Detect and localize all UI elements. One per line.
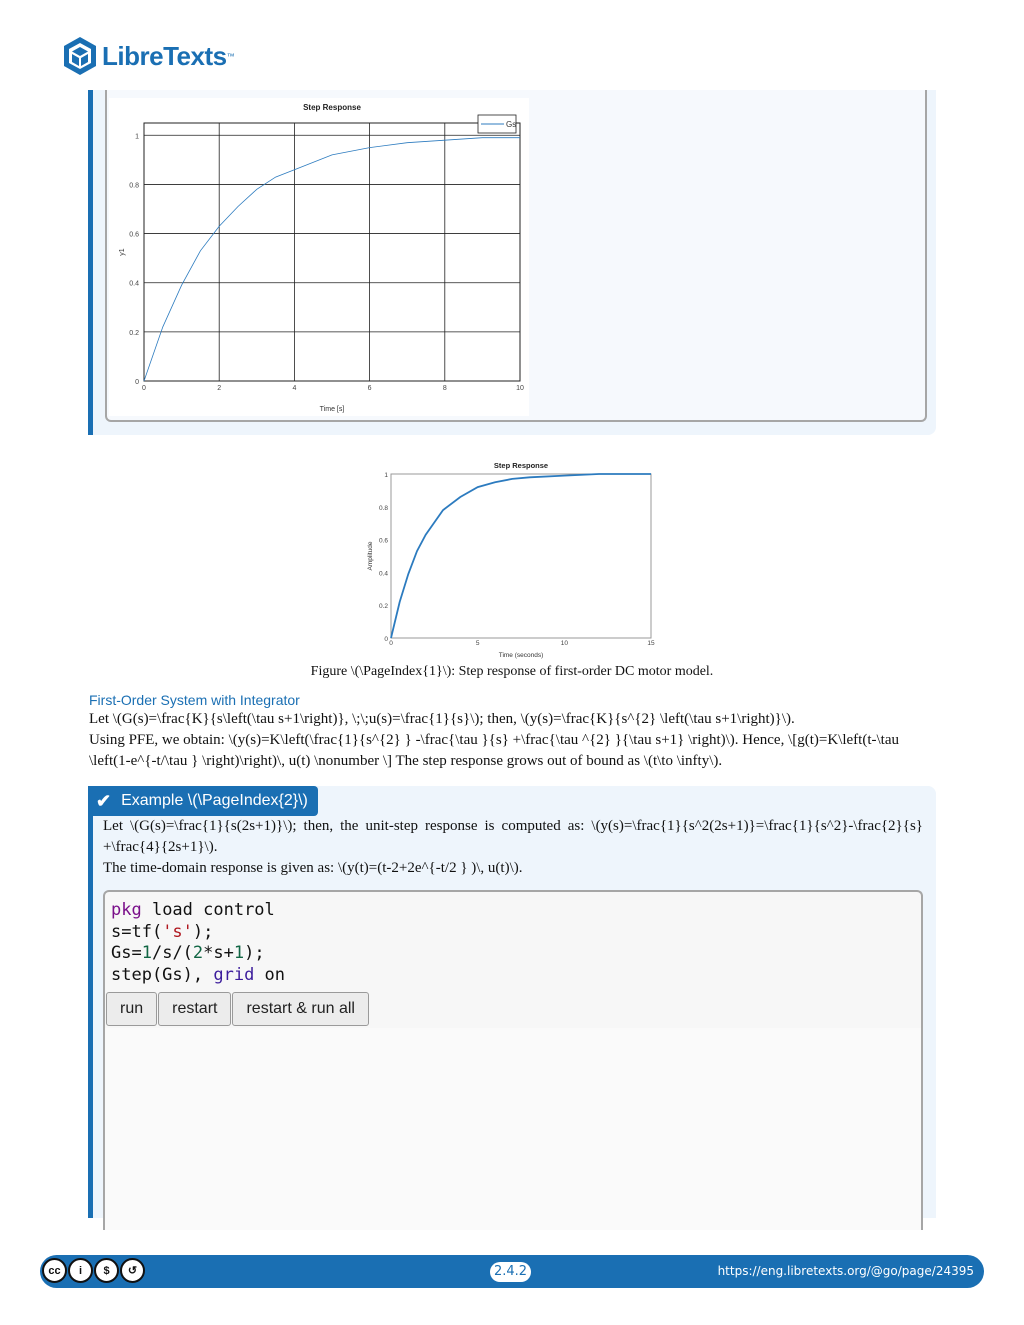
y-tick-label: 0.4: [129, 280, 139, 288]
attribution-icon: i: [68, 1258, 93, 1283]
section-heading: First-Order System with Integrator: [89, 692, 300, 708]
y-tick-label: 0.6: [378, 537, 388, 545]
paragraph-2: Using PFE, we obtain: \(y(s)=K\left(\frac{1}{s^{2} } -\frac{\tau }{s} +\frac{\tau ^{2} }{\tau s+1} \right)\). Hence, \[g(t)=K\left(t-\tau \left(1-e^{-t/\tau } \right)\right)\, u(t) \nonumber \] The step response grows out of bound as \(t\to \infty\).: [89, 732, 899, 769]
code-text: load control: [141, 900, 275, 920]
code-number: 1: [141, 943, 152, 963]
y-tick-label: 1: [384, 472, 388, 479]
noncommercial-icon: $: [94, 1258, 119, 1283]
y-axis-label: Amplitude: [367, 541, 374, 571]
example-tab: [88, 786, 318, 816]
x-tick-label: 0: [142, 385, 146, 392]
footer-bar: [40, 1255, 984, 1288]
page-number: 2.4.2: [490, 1262, 531, 1282]
sharealike-icon: ↺: [120, 1258, 145, 1283]
paragraph-1: Let \(G(s)=\frac{K}{s\left(\tau s+1\right)}, \;\;u(s)=\frac{1}{s}\); then, \(y(s)=\frac{K}{s^{2} \left(\tau s+1\right)}\).: [89, 711, 795, 727]
step-response-plot-1: [109, 98, 529, 416]
y-tick-label: 0.8: [378, 504, 388, 512]
x-tick-label: 4: [292, 385, 297, 392]
restart-run-all-button[interactable]: restart & run all: [232, 992, 368, 1026]
figure-box: [88, 90, 936, 435]
code-text: on: [254, 964, 286, 985]
code-text: );: [244, 943, 265, 963]
cell-buttons: [106, 992, 370, 1026]
figure-box-inner: [105, 90, 927, 422]
y-tick-label: 0: [384, 636, 388, 643]
x-tick-label: 2: [217, 385, 222, 392]
code-text: /s/(: [151, 943, 193, 963]
libretexts-hexagon-icon: [62, 36, 98, 76]
x-tick-label: 10: [560, 640, 568, 647]
restart-button[interactable]: restart: [158, 992, 231, 1026]
page-url[interactable]: https://eng.libretexts.org/@go/page/24395: [717, 1264, 974, 1278]
step-response-plot-2: [362, 456, 662, 662]
example-title: Example \(\PageIndex{2}\): [121, 792, 308, 809]
x-tick-label: 6: [367, 385, 372, 392]
code-editor[interactable]: [111, 900, 285, 986]
x-tick-label: 5: [475, 640, 480, 647]
y-tick-label: 0.6: [129, 231, 139, 239]
y-tick-label: 0.2: [378, 603, 388, 611]
cell-output: [105, 1028, 921, 1230]
code-text: *s+: [203, 943, 234, 963]
y-tick-label: 0.4: [378, 570, 388, 578]
cc-license-badge[interactable]: [42, 1258, 146, 1283]
run-button[interactable]: run: [106, 992, 157, 1026]
y-tick-label: 0.8: [129, 182, 139, 190]
y-tick-label: 0.2: [129, 329, 139, 337]
code-number: 2: [192, 943, 204, 963]
x-axis-label: Time (seconds): [498, 652, 544, 659]
code-text: );: [192, 921, 214, 942]
code-text: s=tf(: [111, 921, 163, 942]
y-tick-label: 1: [135, 133, 139, 141]
x-tick-label: 15: [647, 640, 655, 647]
checkmark-icon: ✔: [96, 790, 112, 811]
x-tick-label: 0: [389, 640, 393, 647]
logo-text: LibreTexts: [102, 40, 227, 71]
x-tick-label: 8: [442, 385, 447, 392]
code-keyword: pkg: [111, 900, 142, 920]
code-text: Gs=: [111, 943, 142, 963]
example-text-1: Let \(G(s)=\frac{1}{s(2s+1)}\); then, the unit-step response is computed as: \(y(s)=\frac{1}{s^2(2s+1)}=\frac{1}{s^2}-\frac{2}{s} +\frac{4}{2s+1}\).: [103, 818, 923, 855]
figure-caption: Figure \(\PageIndex{1}\): Step response of first-order DC motor model.: [310, 664, 714, 679]
y-tick-label: 0: [135, 379, 139, 386]
plot-area: [144, 123, 520, 381]
code-text: step(Gs),: [111, 964, 214, 985]
legend-entry: Gs: [506, 120, 517, 129]
code-cell: [103, 890, 923, 1230]
code-number: 1: [233, 943, 245, 963]
x-axis-label: Time [s]: [319, 406, 345, 413]
chart-title: Step Response: [303, 103, 361, 112]
y-axis-label: y1: [119, 248, 126, 256]
code-function: grid: [213, 964, 255, 985]
logo-trademark: ™: [226, 51, 235, 61]
chart-title: Step Response: [493, 461, 549, 470]
x-tick-label: 10: [516, 385, 524, 392]
cc-icon: cc: [42, 1258, 67, 1283]
code-string: 's': [162, 921, 193, 942]
plot-area: [391, 474, 651, 638]
libretexts-logo[interactable]: [62, 36, 235, 76]
example-text-2: The time-domain response is given as: \(y(t)=(t-2+2e^{-t/2 } )\, u(t)\).: [103, 860, 523, 876]
